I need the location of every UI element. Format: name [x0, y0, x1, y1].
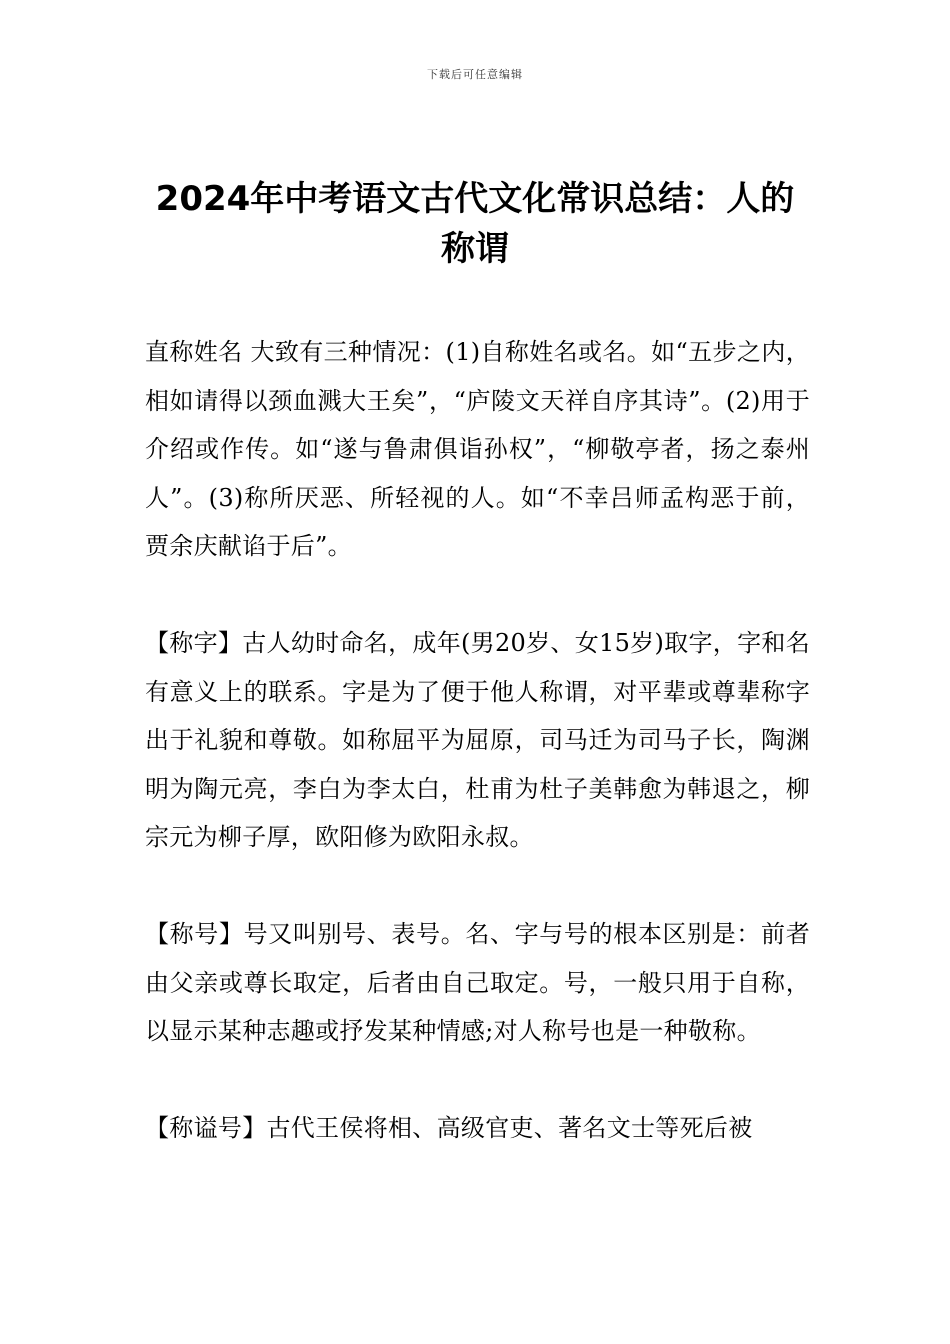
document-body: [145, 328, 810, 1201]
paragraph-text: 大致有三种情况：(1)自称姓名或名。如“五步之内，相如请得以颈血溅大王矣”，“庐陵文天祥自序其诗”。(2)用于介绍或作传。如“遂与鲁肃俱诣孙权”，“柳敬亭者，扬之泰州人”。(3)称所厌恶、所轻视的人。如“不幸吕师孟构恶于前，贾余庆献谄于后”。: [145, 338, 810, 560]
paragraph-courtesy-name: [145, 619, 810, 862]
paragraph-term: 【称号】: [145, 920, 244, 948]
paragraph-art-name: [145, 910, 810, 1056]
paragraph-text: 号又叫别号、表号。名、字与号的根本区别是：前者由父亲或尊长取定，后者由自己取定。号，一般只用于自称，以显示某种志趣或抒发某种情感;对人称号也是一种敬称。: [145, 920, 810, 1045]
document-title: 2024年中考语文古代文化常识总结：人的称谓: [155, 179, 795, 269]
paragraph-direct-name: [145, 328, 810, 571]
paragraph-term: 直称姓名: [145, 338, 243, 366]
header-note: 下载后可任意编辑: [427, 68, 523, 81]
paragraph-text: 古人幼时命名，成年(男20岁、女15岁)取字，字和名有意义上的联系。字是为了便于他人称谓，对平辈或尊辈称字出于礼貌和尊敬。如称屈平为屈原，司马迁为司马子长，陶渊明为陶元亮，李白为李太白，杜甫为杜子美韩愈为韩退之，柳宗元为柳子厚，欧阳修为欧阳永叔。: [145, 629, 810, 851]
paragraph-posthumous-name: [145, 1104, 810, 1153]
paragraph-text: 古代王侯将相、高级官吏、著名文士等死后被: [266, 1114, 753, 1142]
paragraph-term: 【称字】: [145, 629, 243, 657]
paragraph-term: 【称谥号】: [145, 1114, 267, 1142]
